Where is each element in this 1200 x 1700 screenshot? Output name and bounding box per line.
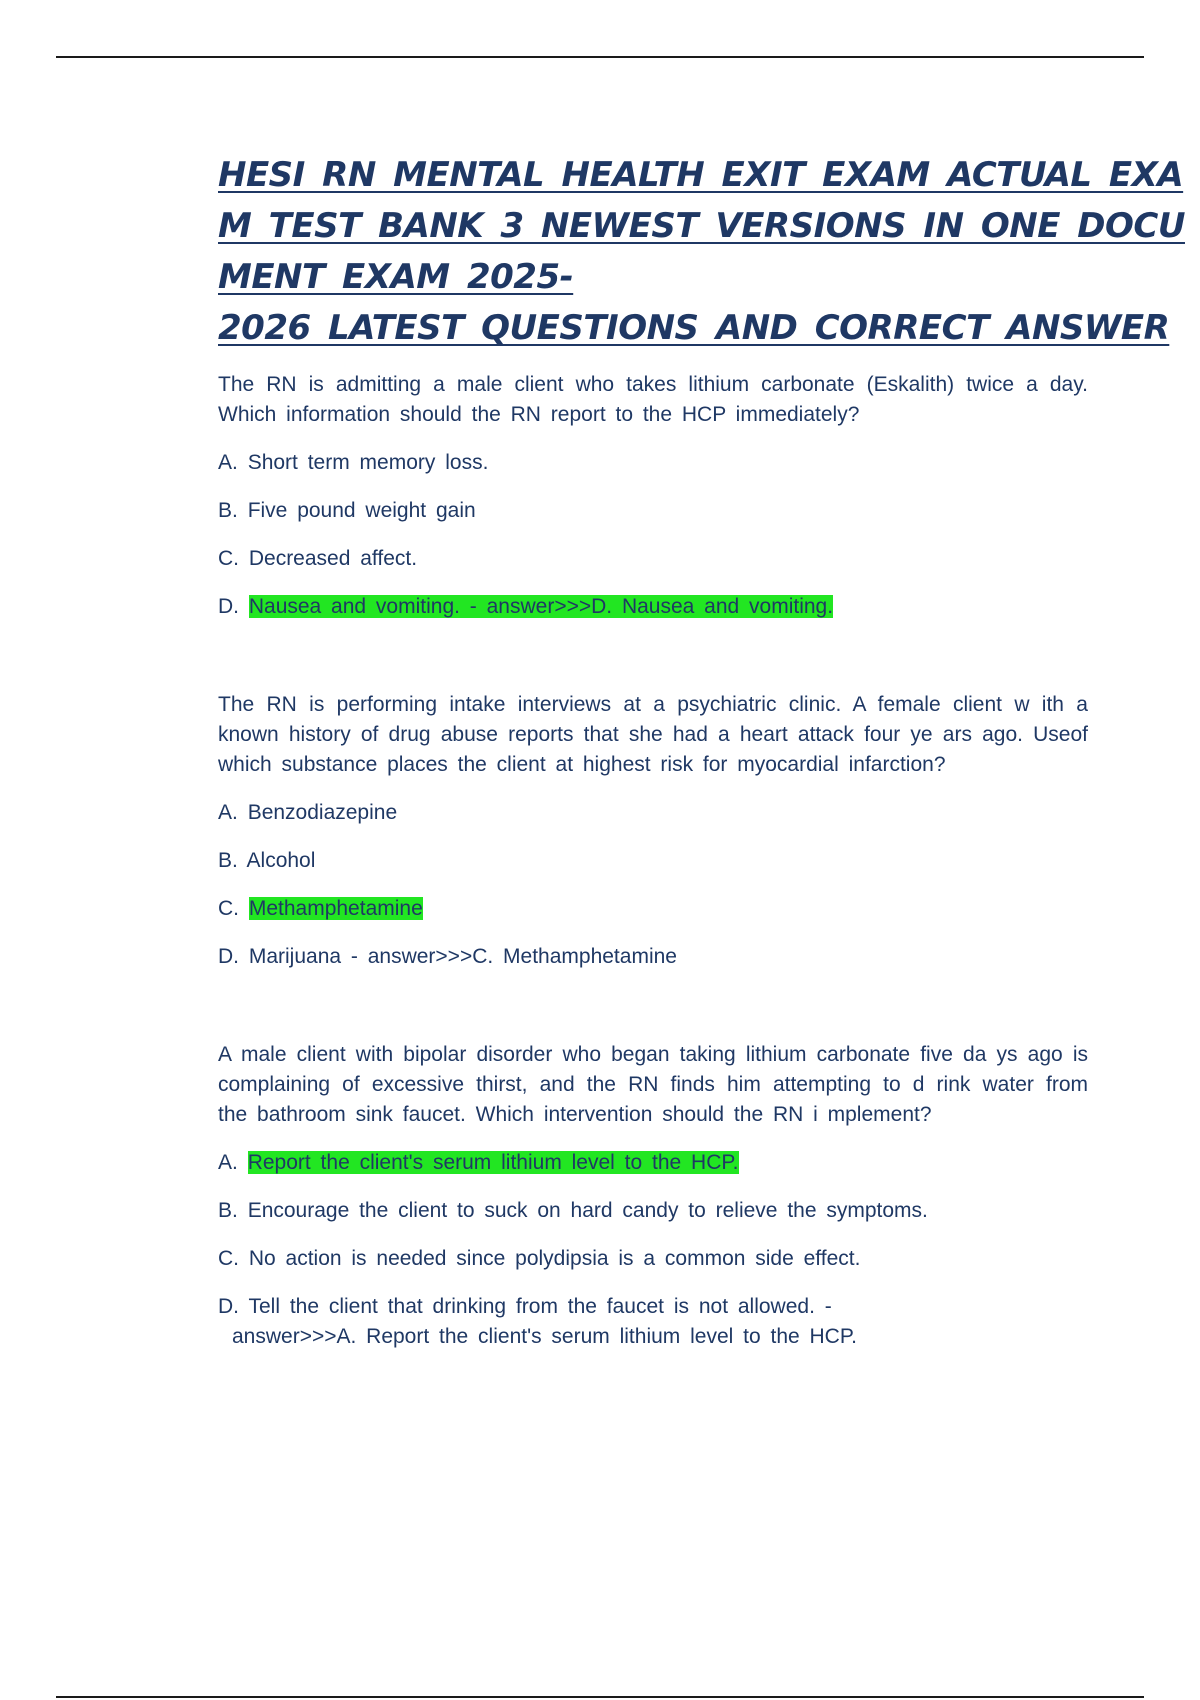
option-text: Short term memory loss. <box>247 451 489 474</box>
option-letter: D. <box>218 1295 239 1318</box>
option-text: Benzodiazepine <box>247 801 398 824</box>
option-text: Encourage the client to suck on hard candy to relieve the symptoms. <box>247 1199 928 1222</box>
top-rule <box>56 56 1144 58</box>
option-text: Tell the client that drinking from the faucet is not allowed. - <box>248 1295 832 1318</box>
option-letter: C. <box>218 897 239 920</box>
question-1-stem: The RN is admitting a male client who takes lithium carbonate (Eskalith) twice a day. Which information should the RN report to the HCP immediately? <box>218 373 1088 426</box>
option-letter: B. <box>218 849 238 872</box>
question-3-option-c <box>218 1244 1088 1274</box>
option-letter: D. <box>218 945 239 968</box>
option-letter: B. <box>218 499 238 522</box>
bottom-rule <box>56 1696 1144 1698</box>
title-line-3: MENT EXAM 2025- <box>218 257 574 297</box>
option-letter: A. <box>218 801 238 824</box>
title-line-4: 2026 LATEST QUESTIONS AND CORRECT ANSWER <box>218 308 1170 348</box>
question-2-option-b <box>218 846 1088 876</box>
answer-line: answer>>>A. Report the client's serum lithium level to the HCP. <box>232 1325 857 1348</box>
option-letter: A. <box>218 1151 238 1174</box>
question-1-option-b <box>218 496 1088 526</box>
option-letter: B. <box>218 1199 238 1222</box>
question-2-option-a <box>218 798 1088 828</box>
question-1-option-a <box>218 448 1088 478</box>
highlighted-answer: Methamphetamine <box>248 897 423 920</box>
document-body <box>218 150 1185 1352</box>
question-2-option-d <box>218 942 1088 972</box>
question-3-option-b <box>218 1196 1088 1226</box>
highlighted-answer: Nausea and vomiting. - answer>>>D. Nausea and vomiting. <box>248 595 834 618</box>
option-letter: D. <box>218 595 239 618</box>
question-3-option-a <box>218 1148 1088 1178</box>
title-line-1: HESI RN MENTAL HEALTH EXIT EXAM ACTUAL EXA <box>218 155 1184 195</box>
option-text: Five pound weight gain <box>247 499 476 522</box>
option-text: Alcohol <box>246 849 316 872</box>
option-text: Decreased affect. <box>248 547 418 570</box>
option-letter: C. <box>218 547 239 570</box>
highlighted-answer: Report the client's serum lithium level to the HCP. <box>247 1151 739 1174</box>
option-letter: C. <box>218 1247 239 1270</box>
question-1-option-c <box>218 544 1088 574</box>
option-text: No action is needed since polydipsia is a common side effect. <box>248 1247 861 1270</box>
option-letter: A. <box>218 451 238 474</box>
question-2-option-c <box>218 894 1088 924</box>
document-title <box>218 150 1185 354</box>
question-3-stem: A male client with bipolar disorder who began taking lithium carbonate five da ys ago is complaining of excessive thirst, and the RN finds him attempting to d rink water from the bathroom sink faucet. Which intervention should the RN i mplement? <box>218 1043 1088 1126</box>
title-line-2: M TEST BANK 3 NEWEST VERSIONS IN ONE DOCU <box>218 206 1185 246</box>
question-2-stem: The RN is performing intake interviews at a psychiatric clinic. A female client w ith a known history of drug abuse reports that she had a heart attack four ye ars ago. Useof which substance places the client at highest risk for myocardial infarction? <box>218 693 1088 776</box>
option-text: Marijuana - answer>>>C. Methamphetamine <box>248 945 677 968</box>
question-1-option-d <box>218 592 1088 622</box>
question-3-option-d <box>218 1292 1088 1352</box>
